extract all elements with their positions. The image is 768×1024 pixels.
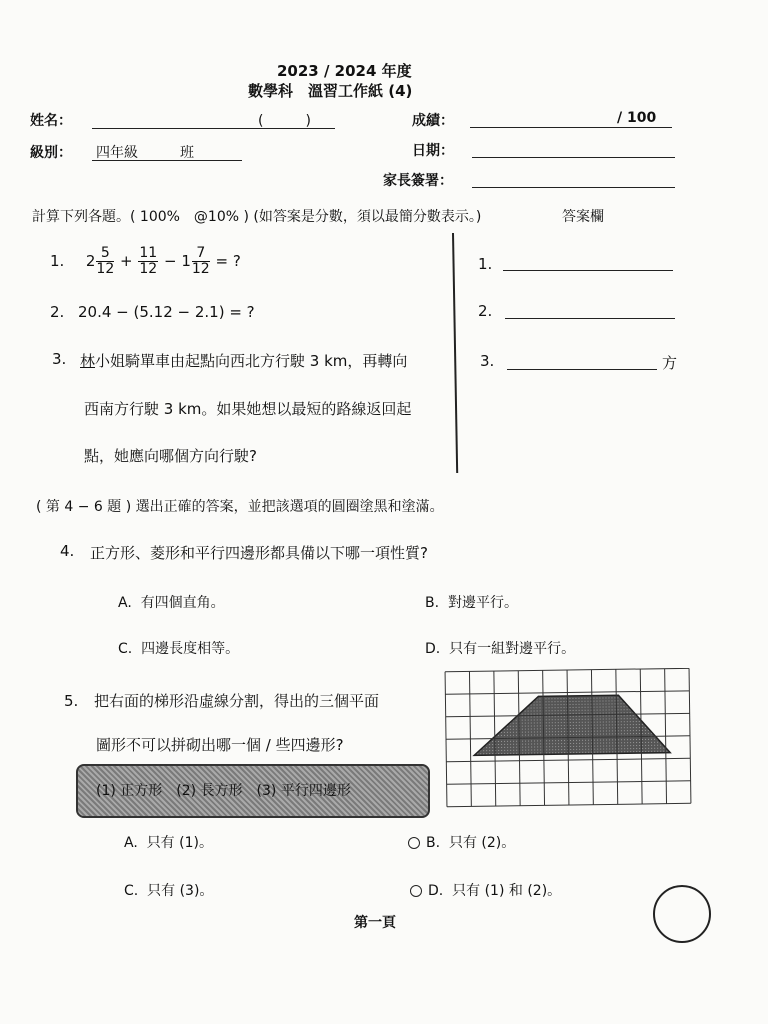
- q3-line-3: 點，她應向哪個方向行駛?: [84, 447, 257, 465]
- q5-option-b-radio[interactable]: [408, 837, 420, 849]
- q5-option-c[interactable]: C. 只有 (3)。: [124, 883, 214, 899]
- q5-line-1: 把右面的梯形沿虛線分割，得出的三個平面: [94, 692, 380, 710]
- answer-1-field[interactable]: [503, 270, 673, 271]
- q1-expression: [50, 246, 241, 277]
- q1-number: 1.: [50, 252, 65, 270]
- q1-equals: = ?: [215, 252, 241, 270]
- answer-2-number: 2.: [478, 302, 493, 320]
- answer-column-divider: [452, 233, 458, 473]
- answer-1-number: 1.: [478, 255, 493, 273]
- class-number-paren: ( ): [258, 113, 311, 129]
- q5-option-d-radio[interactable]: [410, 885, 422, 897]
- q5-option-a[interactable]: A. 只有 (1)。: [124, 835, 213, 851]
- parent-signature-field[interactable]: [472, 187, 675, 188]
- page-number: 第一頁: [354, 915, 396, 931]
- q4-option-d[interactable]: D. 只有一組對邊平行。: [425, 641, 576, 657]
- q5-option-b[interactable]: B. 只有 (2)。: [408, 832, 515, 852]
- name-label: 姓名：: [30, 113, 72, 129]
- q5-number: 5.: [64, 692, 79, 710]
- parent-signature-label: 家長簽署：: [383, 173, 453, 189]
- q4-option-a[interactable]: A. 有四個直角。: [118, 595, 225, 611]
- q1-fraction-1: $\frac{5}{12}$: [96, 245, 115, 277]
- q4-number: 4.: [60, 542, 75, 560]
- q2-expression: 20.4 − (5.12 − 2.1) = ?: [78, 303, 255, 321]
- q5-line-2: 圖形不可以拼砌出哪一個 / 些四邊形?: [96, 736, 344, 754]
- q5-option-d[interactable]: D. 只有 (1) 和 (2)。: [410, 880, 561, 900]
- answer-3-field[interactable]: [507, 369, 657, 370]
- score-field[interactable]: [470, 127, 672, 128]
- q3-number: 3.: [52, 350, 67, 368]
- q3-line-2: 西南方行駛 3 km。如果她想以最短的路線返回起: [84, 400, 412, 418]
- answer-3-suffix: 方: [662, 354, 678, 372]
- q3-line-1: 林小姐騎單車由起點向西北方行駛 3 km，再轉向: [80, 352, 408, 370]
- q1-plus: +: [120, 252, 133, 270]
- q1-minus: − 1: [164, 252, 191, 270]
- answer-2-field[interactable]: [505, 318, 675, 319]
- answer-3-number: 3.: [480, 352, 495, 370]
- worksheet-title: 數學科 溫習工作紙 (4): [248, 82, 413, 100]
- section1-instruction: 計算下列各題。( 100% @10% ) (如答案是分數，須以最簡分數表示。): [32, 209, 482, 225]
- q4-option-c[interactable]: C. 四邊長度相等。: [118, 641, 240, 657]
- shape-choices-box: (1) 正方形 (2) 長方形 (3) 平行四邊形: [76, 764, 430, 818]
- school-year: 2023 / 2024 年度: [277, 62, 412, 80]
- class-value: 四年級 班: [96, 145, 194, 161]
- date-label: 日期：: [412, 143, 454, 159]
- trapezoid-grid-figure: [444, 668, 694, 808]
- score-circle: [653, 885, 711, 943]
- score-total: / 100: [617, 110, 657, 126]
- q1-fraction-2: $\frac{11}{12}$: [139, 245, 158, 277]
- date-field[interactable]: [472, 157, 675, 158]
- q2-number: 2.: [50, 303, 65, 321]
- class-field[interactable]: [92, 160, 242, 161]
- section2-instruction: ( 第 4 − 6 題 ) 選出正確的答案，並把該選項的圓圈塗黑和塗滿。: [36, 499, 444, 515]
- answer-column-header: 答案欄: [562, 209, 604, 225]
- score-label: 成績：: [412, 113, 454, 129]
- q4-option-b[interactable]: B. 對邊平行。: [425, 595, 518, 611]
- q1-fraction-3: $\frac{7}{12}$: [191, 245, 210, 277]
- q1-whole-1: 2: [85, 252, 96, 270]
- q3-person-name: 林: [80, 352, 96, 370]
- class-label: 級別：: [30, 145, 72, 161]
- q4-text: 正方形、菱形和平行四邊形都具備以下哪一項性質?: [90, 544, 428, 562]
